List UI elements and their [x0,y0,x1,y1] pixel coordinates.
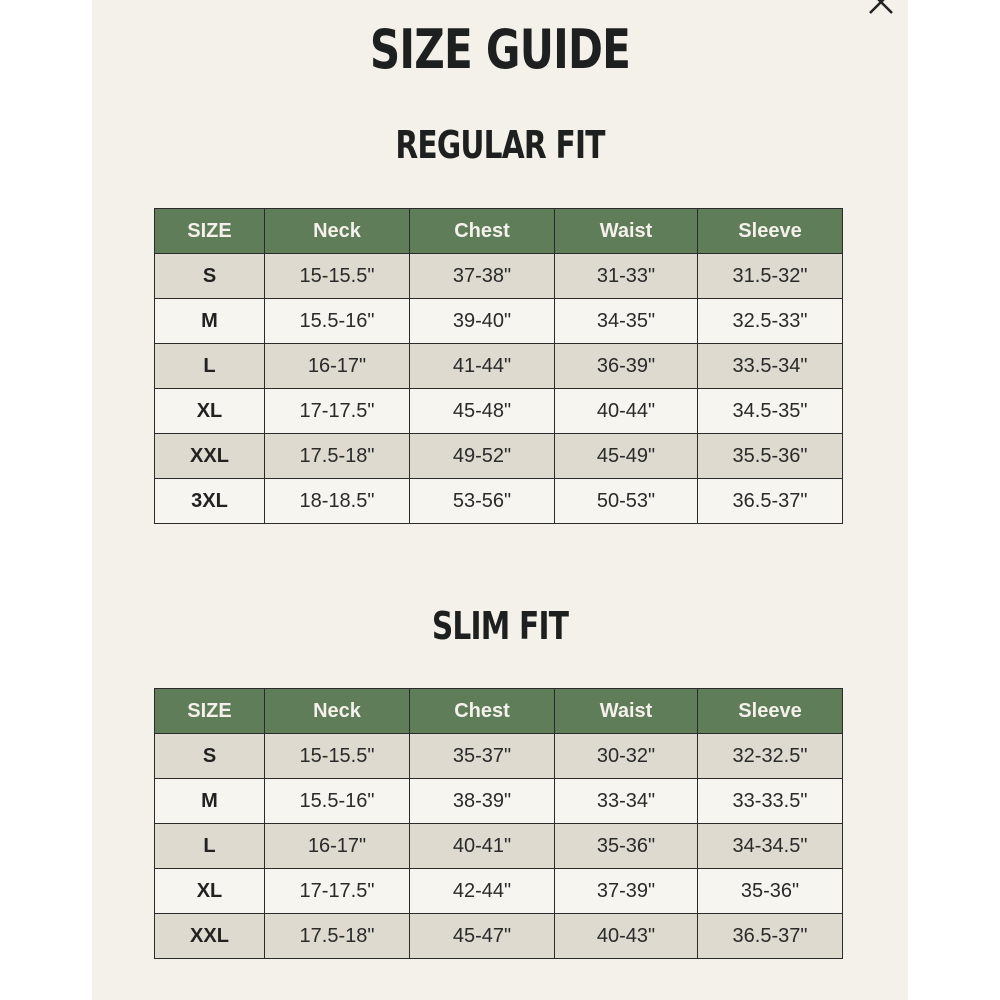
neck-cell: 15-15.5" [265,734,410,779]
neck-cell: 15-15.5" [265,254,410,299]
size-cell: XL [155,869,265,914]
table-row [155,389,843,434]
sleeve-cell: 35-36" [698,869,843,914]
column-header-neck: Neck [265,209,410,254]
chest-cell: 35-37" [410,734,555,779]
table-row [155,344,843,389]
chest-cell: 41-44" [410,344,555,389]
neck-cell: 18-18.5" [265,479,410,524]
sleeve-cell: 34.5-35" [698,389,843,434]
column-header-size: SIZE [155,209,265,254]
sleeve-cell: 32-32.5" [698,734,843,779]
waist-cell: 36-39" [555,344,698,389]
table-header-row [155,689,843,734]
neck-cell: 15.5-16" [265,779,410,824]
chest-cell: 45-48" [410,389,555,434]
neck-cell: 17-17.5" [265,389,410,434]
chest-cell: 39-40" [410,299,555,344]
sleeve-cell: 31.5-32" [698,254,843,299]
neck-cell: 16-17" [265,824,410,869]
table-row [155,824,843,869]
sleeve-cell: 36.5-37" [698,479,843,524]
size-cell: 3XL [155,479,265,524]
column-header-chest: Chest [410,209,555,254]
table-row [155,869,843,914]
chest-cell: 49-52" [410,434,555,479]
waist-cell: 33-34" [555,779,698,824]
chest-cell: 38-39" [410,779,555,824]
size-cell: L [155,344,265,389]
sleeve-cell: 32.5-33" [698,299,843,344]
close-icon [865,0,897,18]
table-header-row [155,209,843,254]
size-cell: XL [155,389,265,434]
sleeve-cell: 34-34.5" [698,824,843,869]
size-cell: M [155,299,265,344]
neck-cell: 17.5-18" [265,434,410,479]
regular-fit-title: REGULAR FIT [395,123,605,167]
slim-fit-table [154,688,843,959]
waist-cell: 40-44" [555,389,698,434]
close-button[interactable] [865,0,897,18]
neck-cell: 17.5-18" [265,914,410,959]
neck-cell: 17-17.5" [265,869,410,914]
column-header-chest: Chest [410,689,555,734]
waist-cell: 40-43" [555,914,698,959]
waist-cell: 34-35" [555,299,698,344]
chest-cell: 42-44" [410,869,555,914]
size-cell: L [155,824,265,869]
waist-cell: 50-53" [555,479,698,524]
column-header-size: SIZE [155,689,265,734]
chest-cell: 53-56" [410,479,555,524]
column-header-waist: Waist [555,209,698,254]
column-header-waist: Waist [555,689,698,734]
waist-cell: 30-32" [555,734,698,779]
chest-cell: 37-38" [410,254,555,299]
sleeve-cell: 33.5-34" [698,344,843,389]
column-header-neck: Neck [265,689,410,734]
neck-cell: 16-17" [265,344,410,389]
sleeve-cell: 36.5-37" [698,914,843,959]
table-row [155,479,843,524]
waist-cell: 31-33" [555,254,698,299]
column-header-sleeve: Sleeve [698,689,843,734]
size-cell: XXL [155,434,265,479]
size-cell: S [155,734,265,779]
size-cell: S [155,254,265,299]
chest-cell: 45-47" [410,914,555,959]
waist-cell: 37-39" [555,869,698,914]
size-cell: M [155,779,265,824]
table-row [155,734,843,779]
column-header-sleeve: Sleeve [698,209,843,254]
table-row [155,914,843,959]
table-row [155,434,843,479]
sleeve-cell: 35.5-36" [698,434,843,479]
table-row [155,254,843,299]
table-row [155,299,843,344]
size-cell: XXL [155,914,265,959]
chest-cell: 40-41" [410,824,555,869]
sleeve-cell: 33-33.5" [698,779,843,824]
table-row [155,779,843,824]
waist-cell: 45-49" [555,434,698,479]
regular-fit-table [154,208,843,524]
page-title: SIZE GUIDE [369,18,631,81]
neck-cell: 15.5-16" [265,299,410,344]
slim-fit-title: SLIM FIT [431,604,569,648]
waist-cell: 35-36" [555,824,698,869]
